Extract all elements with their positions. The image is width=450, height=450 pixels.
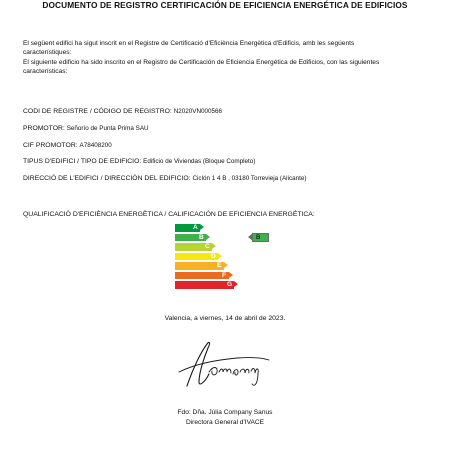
- energy-letter-f: F: [222, 271, 226, 279]
- field-promoter: [23, 124, 149, 133]
- signature-graphic: [175, 338, 275, 393]
- field-building-type: [23, 157, 255, 166]
- building-type-label: TIPUS D'EDIFICI / TIPO DE EDIFICIO:: [23, 158, 142, 165]
- energy-bar-a: [175, 224, 204, 232]
- energy-bar-b-tip: [206, 234, 210, 240]
- energy-bar-e-tip: [224, 262, 228, 268]
- intro-catalan: El següent edifici ha sigut inscrit en el Registre de Certificació d'Eficiència Energètica d'Edificis, amb les segúents característiques:: [23, 40, 355, 56]
- energy-letter-e: E: [217, 262, 222, 269]
- document-title: DOCUMENTO DE REGISTRO CERTIFICACIÓN DE EFICIENCIA ENERGÉTICA DE EDIFICIOS: [42, 0, 408, 10]
- energy-bar-d-tip: [218, 253, 222, 259]
- field-cif: [23, 141, 112, 150]
- energy-letter-d: D: [211, 252, 216, 260]
- promoter-value: Señorío de Punta Prima SAU: [66, 125, 149, 132]
- intro-spanish: El siguiente edificio ha sido inscrito en el Registro de Certificación de Eficiencia Energética de Edificios, con las siguientes características:: [23, 59, 380, 75]
- field-address: [23, 174, 306, 183]
- energy-bar-a-tip: [200, 224, 204, 230]
- registry-value: N2020VN000566: [173, 108, 223, 115]
- address-label: DIRECCIÓ DE L'EDIFICI / DIRECCIÓN DEL EDIFICIO:: [23, 175, 191, 182]
- energy-bar-e: [175, 262, 228, 270]
- handwritten-signature: [175, 338, 275, 398]
- energy-letter-c: C: [205, 243, 210, 250]
- cif-label: CIF PROMOTOR:: [23, 142, 78, 149]
- energy-bar-g-fill: [175, 281, 234, 289]
- signatory-name: Fdo: Dña. Júlia Company Sanus: [177, 409, 273, 416]
- field-registry-code: [23, 107, 222, 116]
- rating-indicator-body: [252, 233, 269, 242]
- registry-label: CODI DE REGISTRE / CÓDIGO DE REGISTRO:: [23, 108, 172, 115]
- energy-bar-g: [175, 281, 238, 289]
- energy-bar-d: [175, 253, 222, 261]
- cif-value: A78408200: [79, 142, 112, 149]
- energy-letter-a: A: [193, 224, 198, 231]
- energy-letter-g: G: [227, 281, 233, 288]
- qualification-label: QUALIFICACIÓ D'EFICIÈNCIA ENERGÈTICA / CALIFICACIÓN DE EFICIENCIA ENERGÉTICA:: [23, 211, 315, 218]
- signatory-block: [0, 408, 450, 427]
- energy-bar-c: [175, 243, 216, 251]
- energy-letter-b: B: [199, 233, 204, 241]
- energy-bar-b: [175, 234, 210, 242]
- promoter-label: PROMOTOR:: [23, 125, 65, 132]
- issue-date: Valencia, a viernes, 14 de abril de 2023.: [164, 315, 286, 322]
- rating-letter: B: [256, 234, 261, 241]
- building-type-value: Edificio de Viviendas (Bloque Completo): [143, 158, 256, 165]
- energy-bar-f-tip: [229, 272, 233, 278]
- energy-bar-f-fill: [175, 272, 229, 280]
- rating-indicator: [248, 233, 268, 242]
- energy-bar-f: [175, 272, 233, 280]
- energy-bar-c-tip: [212, 243, 216, 249]
- signatory-title: Directora General d'IVACE: [185, 418, 265, 426]
- address-value: Ciclón 1 4 B , 03180 Torrevieja (Alicante): [192, 175, 307, 182]
- energy-bar-g-tip: [234, 281, 238, 287]
